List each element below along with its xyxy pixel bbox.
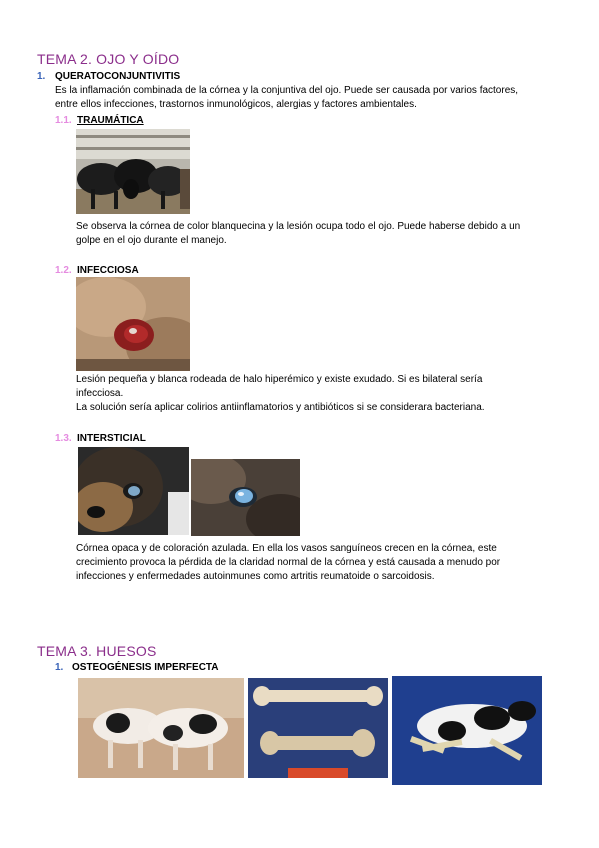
paragraph-traumatica — [76, 220, 576, 248]
section-title-tema3: TEMA 3. HUESOS — [37, 643, 157, 659]
text-line: golpe en el ojo durante el manejo. — [76, 235, 227, 246]
text-line: Córnea opaca y de coloración azulada. En ella los vasos sanguíneos crecen en la córnea, este — [76, 543, 497, 554]
text-line: Es la inflamación combinada de la córnea y la conjuntiva del ojo. Puede ser causada por varios factores, — [55, 85, 519, 96]
subitem-number: 1.3. — [55, 433, 72, 444]
subitem-title-infecciosa: INFECCIOSA — [77, 265, 139, 276]
item-title-osteogenesis: OSTEOGÉNESIS IMPERFECTA — [72, 662, 219, 673]
paragraph-queratoconjuntivitis — [55, 84, 575, 112]
blue-eye-photo — [191, 459, 300, 536]
text-line: infecciones y enfermedades autoinmunes como artritis reumatoide o sarcoidosis. — [76, 571, 435, 582]
subitem-number: 1.1. — [55, 115, 72, 126]
text-line: entre ellos infecciones, trastornos inmunológicos, alergias y factores ambientales. — [55, 99, 417, 110]
item-number: 1. — [37, 71, 46, 82]
bones-photo — [248, 678, 388, 778]
text-line: crecimiento provoca la pérdida de la claridad normal de la córnea y está causada a menudo por — [76, 557, 501, 568]
pigs-photo — [78, 678, 244, 778]
subitem-title-traumatica: TRAUMÁTICA — [77, 115, 144, 126]
paragraph-infecciosa — [76, 373, 576, 415]
infected-eye-photo — [76, 277, 190, 371]
section-title-tema2: TEMA 2. OJO Y OÍDO — [37, 51, 180, 67]
item-title-queratoconjuntivitis: QUERATOCONJUNTIVITIS — [55, 71, 181, 82]
item-number: 1. — [55, 662, 64, 673]
text-line: Se observa la córnea de color blanquecina y la lesión ocupa todo el ojo. Puede haberse debido a un — [76, 221, 521, 232]
subitem-number: 1.2. — [55, 265, 72, 276]
paragraph-intersticial — [76, 542, 576, 584]
calf-photo — [392, 676, 542, 785]
text-line: La solución sería aplicar colirios antiinflamatorios y antibióticos si se considerara bacteriana. — [76, 402, 485, 413]
subitem-title-intersticial: INTERSTICIAL — [77, 433, 146, 444]
cows-photo — [76, 129, 190, 214]
dog-eye-photo — [78, 447, 189, 535]
text-line: infecciosa. — [76, 388, 124, 399]
text-line: Lesión pequeña y blanca rodeada de halo hiperémico y existe exudado. Si es bilateral sería — [76, 374, 483, 385]
